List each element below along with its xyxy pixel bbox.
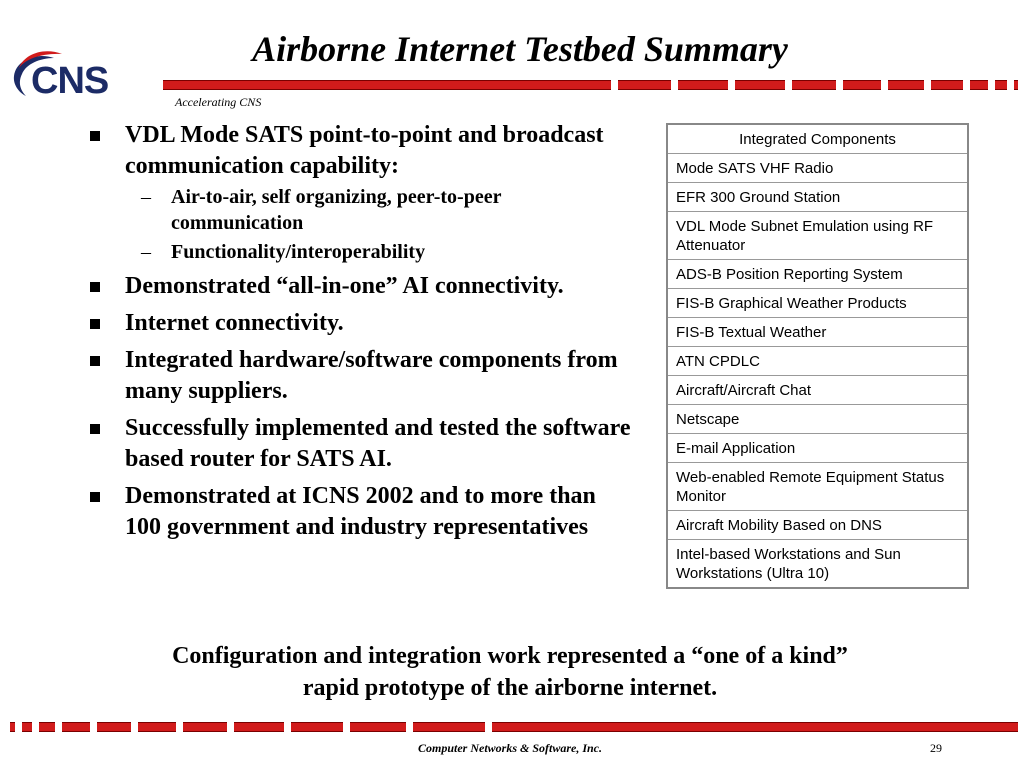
table-cell: Netscape (667, 405, 968, 434)
cns-logo (10, 50, 160, 100)
square-bullet-icon (90, 282, 100, 292)
dash-bullet-icon: – (141, 186, 151, 208)
sub-bullet-text: Air-to-air, self organizing, peer-to-peer communication (171, 186, 502, 234)
bullet-text: Successfully implemented and tested the software based router for SATS AI. (125, 415, 631, 472)
square-bullet-icon (90, 319, 100, 329)
table-row (667, 289, 968, 318)
table-row (667, 183, 968, 212)
bullet-item (88, 271, 633, 302)
bottom-stripe-divider (10, 722, 1018, 732)
table-row (667, 511, 968, 540)
sub-bullet-item (125, 184, 633, 236)
table-cell: Web-enabled Remote Equipment Status Monitor (667, 463, 968, 511)
table-cell: EFR 300 Ground Station (667, 183, 968, 212)
table-header-row (667, 124, 968, 154)
sub-bullet-item (125, 239, 633, 265)
table-row (667, 540, 968, 589)
table-row (667, 463, 968, 511)
top-stripe-divider (163, 80, 1018, 90)
bullet-text: Internet connectivity. (125, 310, 344, 336)
table-cell: Intel-based Workstations and Sun Workstations (Ultra 10) (667, 540, 968, 589)
table-cell: ADS-B Position Reporting System (667, 260, 968, 289)
dash-bullet-icon: – (141, 241, 151, 263)
footer-company: Computer Networks & Software, Inc. (417, 741, 603, 755)
table-row (667, 405, 968, 434)
bullet-text: Demonstrated at ICNS 2002 and to more than 100 government and industry representatives (125, 483, 596, 540)
table-cell: E-mail Application (667, 434, 968, 463)
table-cell: Aircraft/Aircraft Chat (667, 376, 968, 405)
page-number: 29 (930, 741, 942, 755)
table-row (667, 434, 968, 463)
table-header-cell: Integrated Components (667, 124, 968, 154)
bullet-item (88, 481, 633, 543)
bullet-item (88, 345, 633, 407)
square-bullet-icon (90, 131, 100, 141)
bullet-item (88, 308, 633, 339)
bullet-text: VDL Mode SATS point-to-point and broadcast communication capability: (125, 122, 604, 179)
conclusion-text: Configuration and integration work represented a “one of a kind” rapid prototype of the airborne internet. (172, 643, 848, 701)
bullet-item (88, 413, 633, 475)
bullet-text: Integrated hardware/software components from many suppliers. (125, 347, 618, 404)
table-row (667, 376, 968, 405)
sub-bullet-text: Functionality/interoperability (171, 241, 426, 263)
bullet-item (88, 120, 633, 265)
table-row (667, 260, 968, 289)
bullet-text: Demonstrated “all-in-one” AI connectivity. (125, 273, 564, 299)
table-cell: ATN CPDLC (667, 347, 968, 376)
tagline: Accelerating CNS (175, 95, 262, 109)
table-cell: VDL Mode Subnet Emulation using RF Attenuator (667, 212, 968, 260)
square-bullet-icon (90, 356, 100, 366)
integrated-components-table (666, 123, 969, 589)
sub-bullet-list (125, 184, 633, 265)
table-cell: FIS-B Textual Weather (667, 318, 968, 347)
table-cell: Mode SATS VHF Radio (667, 154, 968, 183)
table-row (667, 347, 968, 376)
table-cell: Aircraft Mobility Based on DNS (667, 511, 968, 540)
table-row (667, 212, 968, 260)
table-row (667, 154, 968, 183)
table-row (667, 318, 968, 347)
bullet-list (88, 120, 633, 549)
square-bullet-icon (90, 424, 100, 434)
table-cell: FIS-B Graphical Weather Products (667, 289, 968, 318)
logo-text: CNS (31, 60, 109, 102)
page-title: Airborne Internet Testbed Summary (252, 29, 788, 69)
square-bullet-icon (90, 492, 100, 502)
